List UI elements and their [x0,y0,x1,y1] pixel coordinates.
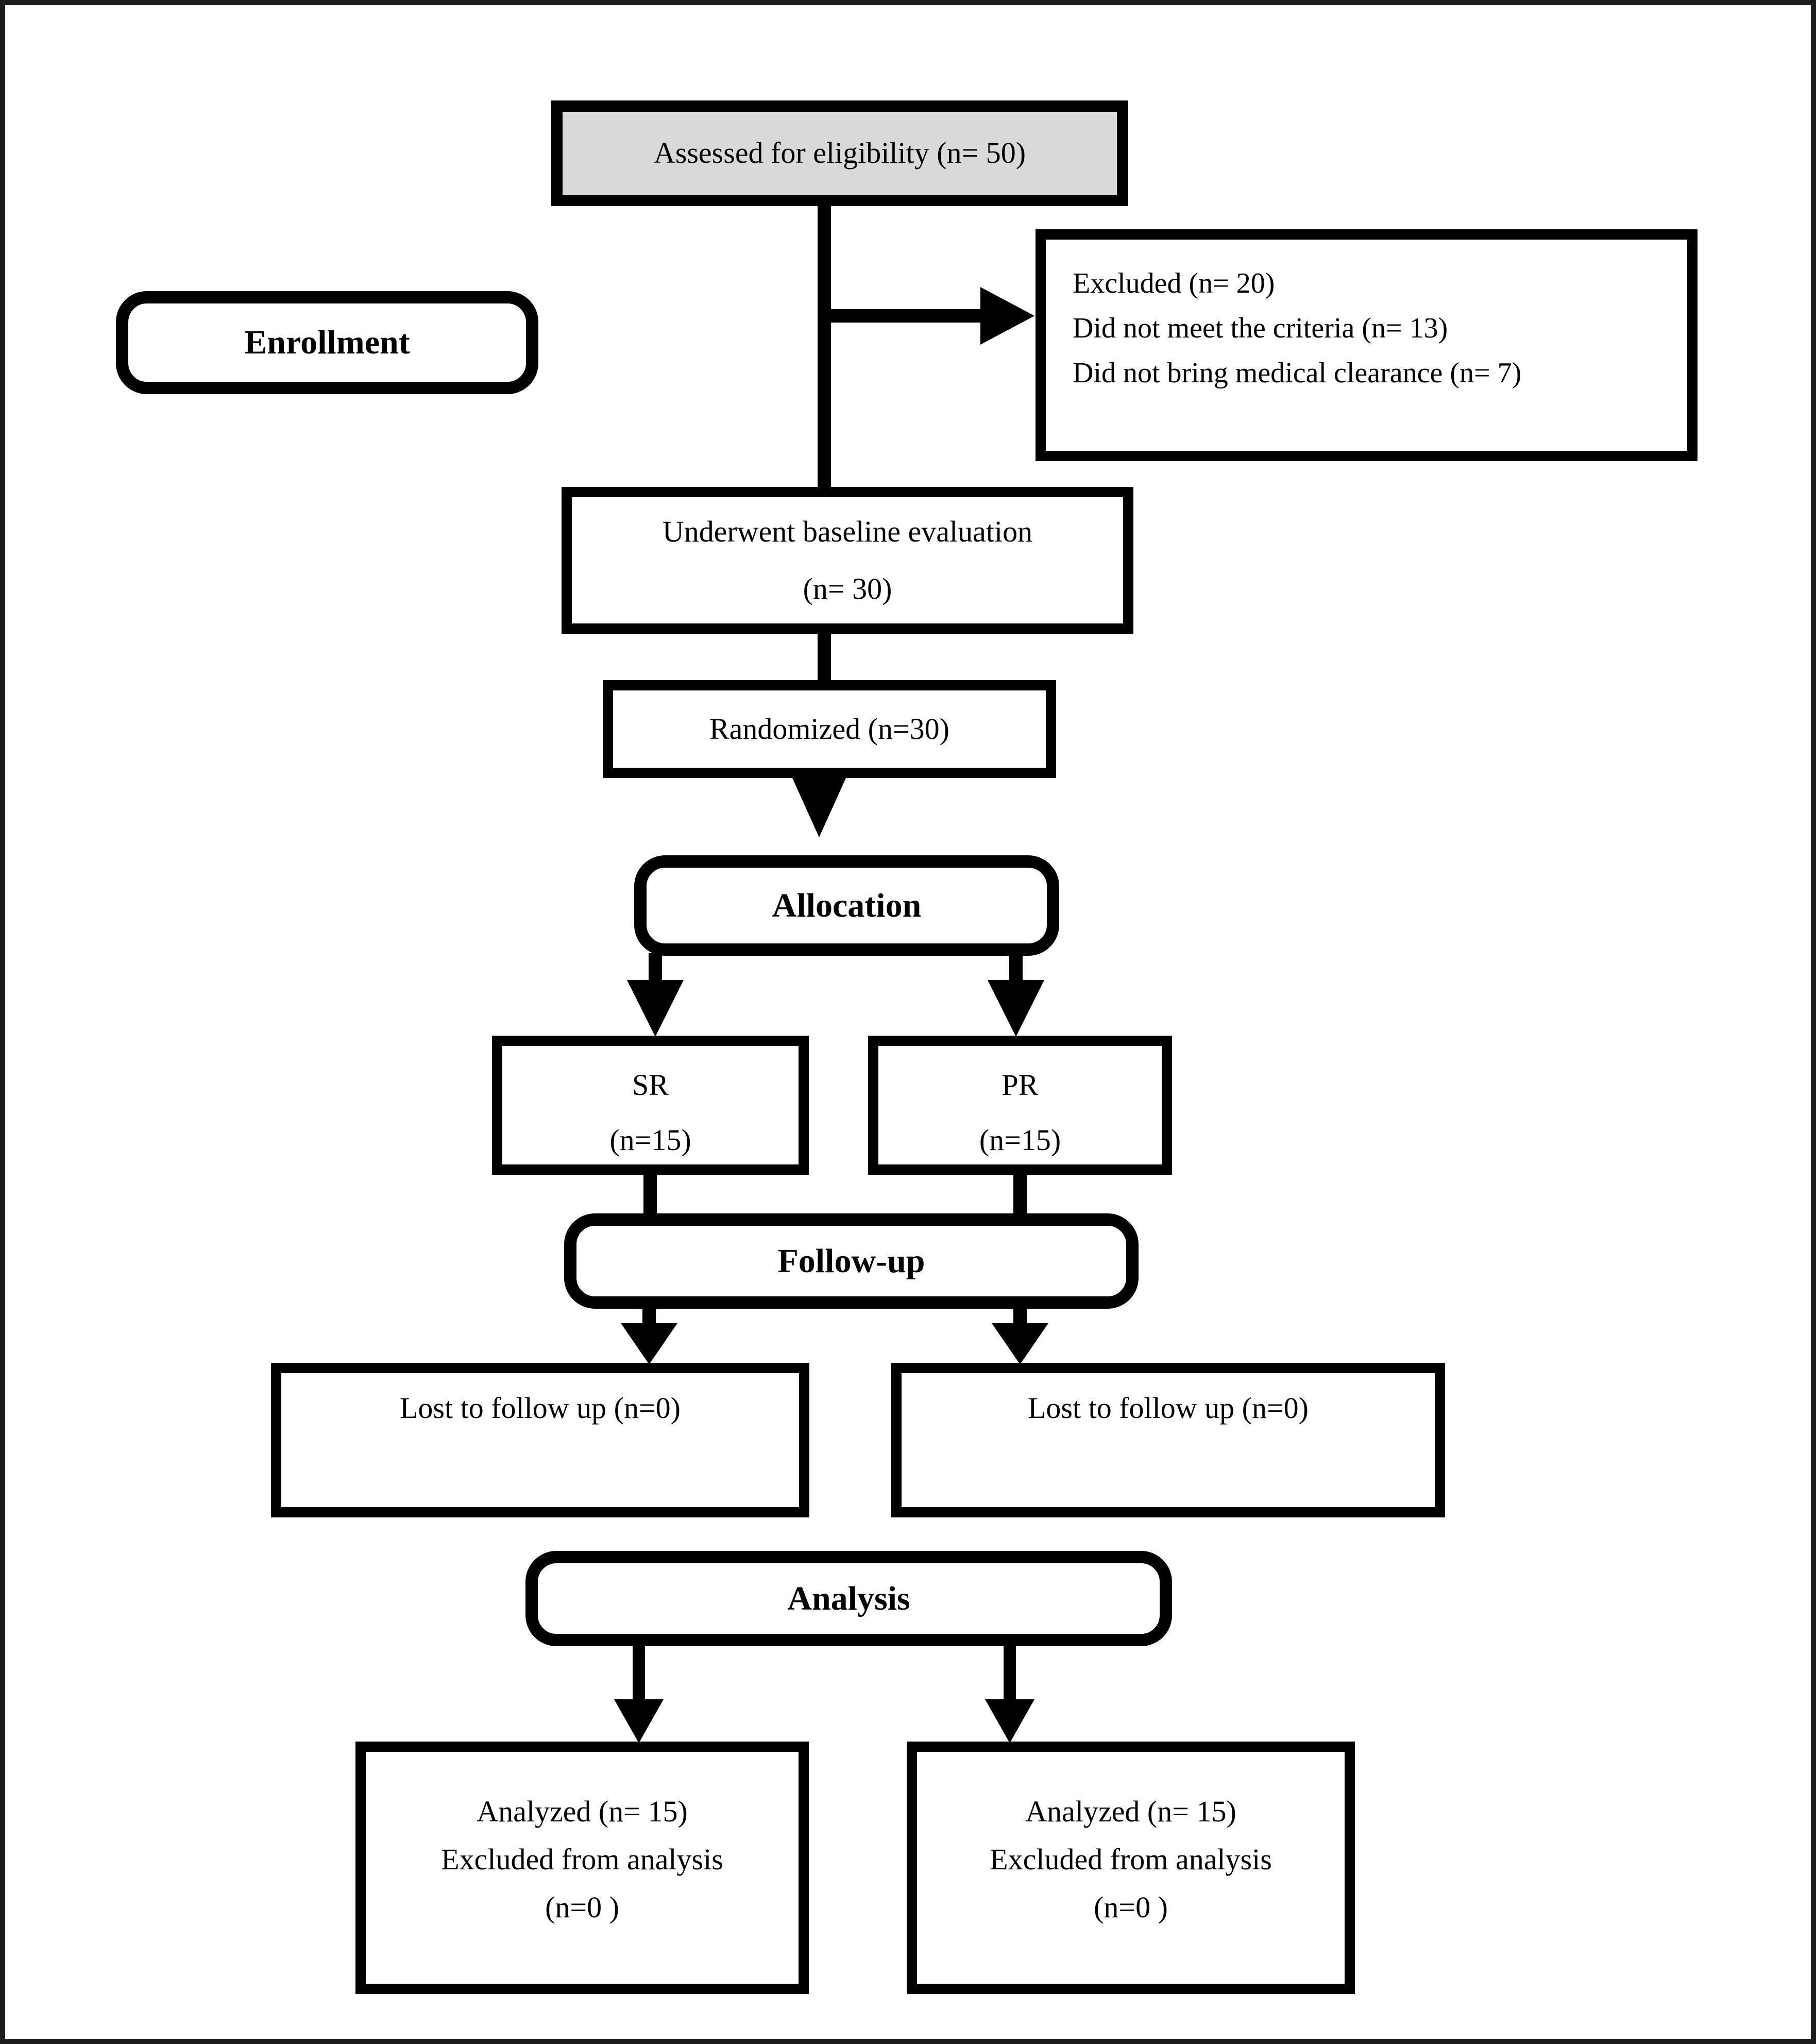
arrow-down-allocation-icon [792,778,846,837]
enrollment-stage-box [116,291,538,394]
arrow-down-lost-right-icon [992,1323,1048,1364]
allocation-label: Allocation [772,886,922,924]
baseline-line-1: Underwent baseline evaluation [662,515,1033,549]
sr-line-2: (n=15) [609,1123,691,1157]
analyzed-left-line-2: Excluded from analysis [441,1842,723,1876]
randomized-label: Randomized (n=30) [709,712,949,746]
connector-assessed-baseline [818,204,831,489]
connector-analysis-right [1004,1644,1016,1703]
pr-line-1: PR [1002,1068,1039,1102]
analyzed-left-line-3: (n=0 ) [545,1890,619,1924]
connector-excluded-shaft [829,309,984,323]
excluded-box [1036,229,1698,461]
lost-right-label: Lost to follow up (n=0) [1028,1391,1309,1425]
pr-box [868,1036,1172,1175]
baseline-line-2: (n= 30) [803,571,892,605]
analyzed-left-line-1: Analyzed (n= 15) [477,1795,688,1828]
excluded-line-3: Did not bring medical clearance (n= 7) [1073,357,1522,389]
baseline-box [562,487,1133,634]
sr-line-1: SR [632,1068,669,1102]
arrow-down-analyzed-left-icon [614,1699,664,1743]
analyzed-right-line-2: Excluded from analysis [990,1842,1272,1876]
analyzed-right-box [907,1742,1355,1994]
randomized-box [603,680,1056,778]
arrow-down-sr-icon [627,980,684,1037]
lost-left-box [271,1363,809,1517]
analysis-stage-box [525,1551,1172,1646]
connector-allocation-pr [1009,953,1023,984]
connector-analysis-left [633,1644,645,1703]
enrollment-label: Enrollment [244,324,410,361]
followup-stage-box [564,1213,1139,1309]
pr-line-2: (n=15) [979,1123,1061,1157]
connector-baseline-randomized [818,631,831,683]
excluded-line-2: Did not meet the criteria (n= 13) [1073,312,1448,344]
assessed-label: Assessed for eligibility (n= 50) [653,136,1026,170]
analyzed-right-line-3: (n=0 ) [1094,1890,1168,1924]
followup-label: Follow-up [777,1242,925,1280]
arrow-down-analyzed-right-icon [985,1699,1034,1743]
lost-left-label: Lost to follow up (n=0) [400,1391,681,1425]
arrow-right-excluded-icon [980,287,1034,345]
assessed-box [551,100,1128,206]
sr-box [492,1036,809,1175]
arrow-down-lost-left-icon [621,1323,677,1364]
excluded-line-1: Excluded (n= 20) [1073,267,1275,299]
arrow-down-pr-icon [988,980,1044,1037]
analyzed-left-box [355,1742,809,1994]
analysis-label: Analysis [787,1579,910,1617]
analyzed-right-line-1: Analyzed (n= 15) [1025,1795,1236,1828]
connector-allocation-sr [649,953,662,984]
allocation-stage-box [634,855,1059,956]
lost-right-box [891,1363,1445,1517]
